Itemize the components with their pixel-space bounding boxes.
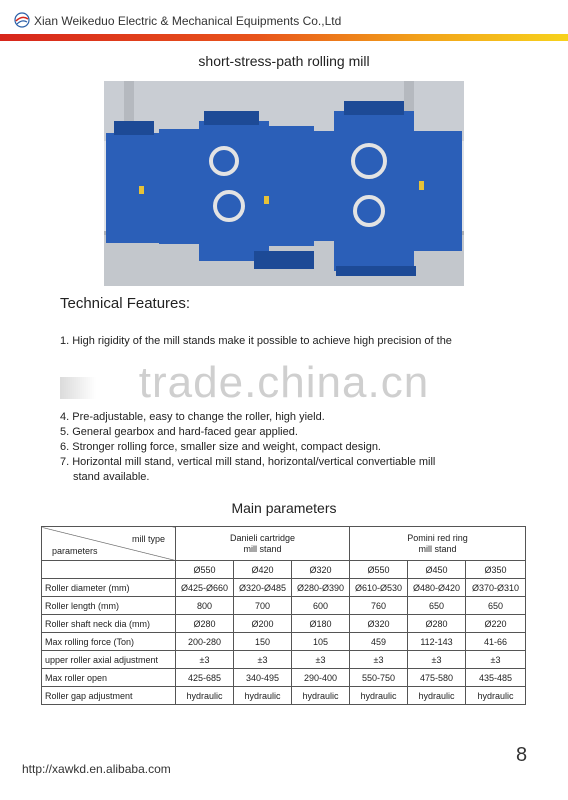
group-header-line: mill stand — [243, 543, 282, 554]
table-header-row — [42, 527, 526, 561]
table-row — [42, 597, 526, 615]
feature-5: 5. General gearbox and hard-faced gear applied. — [60, 426, 298, 438]
table-cell: Ø320 — [350, 615, 408, 633]
rolling-mill-photo — [104, 81, 464, 286]
table-cell: Ø180 — [292, 615, 350, 633]
table-cell: 290-400 — [292, 669, 350, 687]
table-cell: 760 — [350, 597, 408, 615]
feature-1: 1. High rigidity of the mill stands make it possible to achieve high precision of the — [60, 335, 452, 347]
table-cell: 700 — [234, 597, 292, 615]
table-row — [42, 651, 526, 669]
model-cell: Ø320 — [292, 561, 350, 579]
table-cell: hydraulic — [466, 687, 526, 705]
table-cell: Ø200 — [234, 615, 292, 633]
row-label: Roller length (mm) — [42, 597, 176, 615]
row-label: Max rolling force (Ton) — [42, 633, 176, 651]
table-cell: 650 — [408, 597, 466, 615]
corner-label-parameters: parameters — [52, 546, 98, 556]
table-cell: ±3 — [466, 651, 526, 669]
watermark: trade.china.cn — [138, 358, 430, 407]
group-header-pomini — [350, 527, 526, 561]
feature-6: 6. Stronger rolling force, smaller size and weight, compact design. — [60, 441, 381, 453]
parameters-table — [41, 526, 526, 705]
table-row — [42, 579, 526, 597]
row-label: Max roller open — [42, 669, 176, 687]
page-title: short-stress-path rolling mill — [198, 53, 370, 69]
table-cell: 435-485 — [466, 669, 526, 687]
group-header-line: mill stand — [418, 543, 457, 554]
table-cell: ±3 — [350, 651, 408, 669]
model-row — [42, 561, 526, 579]
table-cell: 41-66 — [466, 633, 526, 651]
table-row — [42, 615, 526, 633]
group-header-line: Pomini red ring — [407, 532, 468, 543]
row-label: Roller shaft neck dia (mm) — [42, 615, 176, 633]
header — [14, 12, 554, 32]
table-cell: Ø425-Ø660 — [176, 579, 234, 597]
table-cell: Ø610-Ø530 — [350, 579, 408, 597]
group-header-danieli — [176, 527, 350, 561]
page-number: 8 — [516, 744, 528, 766]
technical-features-heading: Technical Features: — [60, 295, 191, 312]
header-stripe — [0, 34, 568, 41]
table-cell: hydraulic — [408, 687, 466, 705]
table-cell: hydraulic — [176, 687, 234, 705]
table-cell: Ø220 — [466, 615, 526, 633]
model-cell: Ø550 — [176, 561, 234, 579]
table-row — [42, 669, 526, 687]
company-name: Xian Weikeduo Electric & Mechanical Equipments Co.,Ltd — [34, 14, 342, 28]
row-label: upper roller axial adjustment — [42, 651, 176, 669]
row-label: Roller gap adjustment — [42, 687, 176, 705]
feature-4: 4. Pre-adjustable, easy to change the roller, high yield. — [60, 411, 325, 423]
row-label: Roller diameter (mm) — [42, 579, 176, 597]
table-cell: Ø280 — [176, 615, 234, 633]
table-cell: Ø280-Ø390 — [292, 579, 350, 597]
table-cell: Ø320-Ø485 — [234, 579, 292, 597]
table-cell: 112-143 — [408, 633, 466, 651]
table-cell: ±3 — [408, 651, 466, 669]
group-header-line: Danieli cartridge — [229, 532, 296, 543]
table-cell: 550-750 — [350, 669, 408, 687]
footer-url: http://xawkd.en.alibaba.com — [22, 762, 171, 776]
company-logo-icon — [14, 12, 30, 28]
model-cell: Ø350 — [466, 561, 526, 579]
table-cell: Ø370-Ø310 — [466, 579, 526, 597]
feature-7-continued: stand available. — [73, 471, 150, 483]
model-cell: Ø420 — [234, 561, 292, 579]
table-cell: 800 — [176, 597, 234, 615]
table-cell: 150 — [234, 633, 292, 651]
table-cell: hydraulic — [350, 687, 408, 705]
model-cell: Ø450 — [408, 561, 466, 579]
table-cell: ±3 — [176, 651, 234, 669]
corner-label-mill-type: mill type — [131, 534, 165, 544]
table-cell: 200-280 — [176, 633, 234, 651]
table-row — [42, 633, 526, 651]
table-cell: hydraulic — [292, 687, 350, 705]
table-cell: hydraulic — [234, 687, 292, 705]
table-cell: 650 — [466, 597, 526, 615]
main-parameters-heading: Main parameters — [231, 500, 337, 516]
feature-7: 7. Horizontal mill stand, vertical mill stand, horizontal/vertical convertiable mill — [60, 456, 436, 468]
table-cell: ±3 — [234, 651, 292, 669]
table-cell: Ø480-Ø420 — [408, 579, 466, 597]
table-cell: 459 — [350, 633, 408, 651]
table-cell: Ø280 — [408, 615, 466, 633]
corner-cell — [42, 527, 176, 561]
model-row-label — [42, 561, 176, 579]
model-cell: Ø550 — [350, 561, 408, 579]
table-cell: 475-580 — [408, 669, 466, 687]
table-cell: 425-685 — [176, 669, 234, 687]
table-cell: ±3 — [292, 651, 350, 669]
table-cell: 600 — [292, 597, 350, 615]
table-cell: 340-495 — [234, 669, 292, 687]
table-row — [42, 687, 526, 705]
table-cell: 105 — [292, 633, 350, 651]
